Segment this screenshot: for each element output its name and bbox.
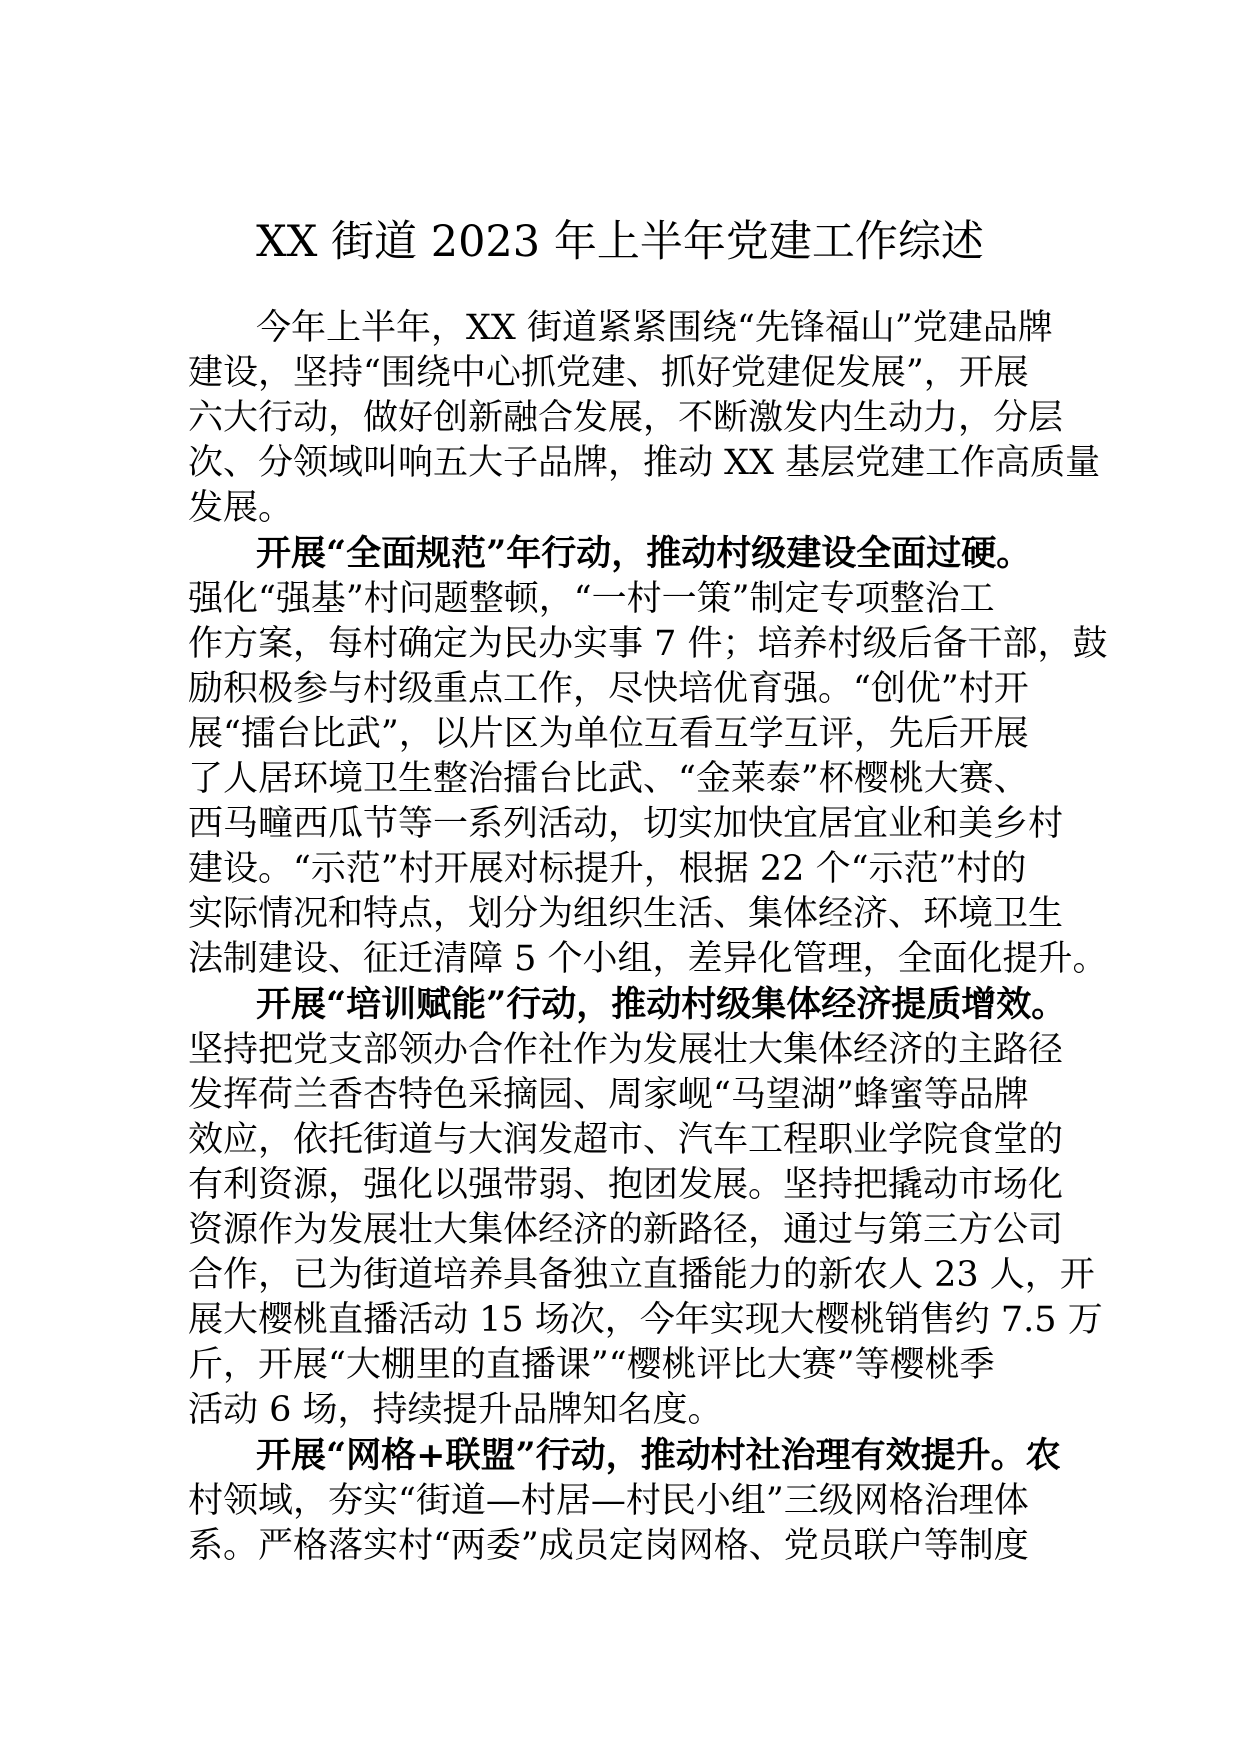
body-line: 有利资源，强化以强带弱、抱团发展。坚持把撬动市场化 xyxy=(188,1165,1064,1205)
document-title: XX 街道 2023 年上半年党建工作综述 xyxy=(256,217,984,267)
body-line: 展“擂台比武”，以片区为单位互看互学互评，先后开展 xyxy=(188,714,1029,754)
body-line: 今年上半年，XX 街道紧紧围绕“先锋福山”党建品牌 xyxy=(256,308,1053,348)
body-line: 发挥荷兰香杏特色采摘园、周家岘“马望湖”蜂蜜等品牌 xyxy=(188,1075,1029,1115)
body-line: 了人居环境卫生整治擂台比武、“金莱泰”杯樱桃大赛、 xyxy=(188,759,1029,799)
section-heading: 开展“全面规范”年行动，推动村级建设全面过硬。 xyxy=(256,533,1032,574)
body-line: 系。严格落实村“两委”成员定岗网格、党员联户等制度 xyxy=(188,1526,1029,1566)
body-line: 西马疃西瓜节等一系列活动，切实加快宜居宜业和美乡村 xyxy=(188,804,1064,844)
body-line: 六大行动，做好创新融合发展，不断激发内生动力，分层 xyxy=(188,398,1064,438)
body-line: 建设。“示范”村开展对标提升，根据 22 个“示范”村的 xyxy=(188,849,1027,889)
body-line: 活动 6 场，持续提升品牌知名度。 xyxy=(188,1390,723,1430)
section-heading: 开展“网格+联盟”行动，推动村社治理有效提升。农 xyxy=(256,1435,1061,1476)
body-line: 坚持把党支部领办合作社作为发展壮大集体经济的主路径 xyxy=(188,1030,1064,1070)
body-line: 效应，依托街道与大润发超市、汽车工程职业学院食堂的 xyxy=(188,1120,1064,1160)
body-line: 斤，开展“大棚里的直播课”“樱桃评比大赛”等樱桃季 xyxy=(188,1345,995,1385)
body-line: 实际情况和特点，划分为组织生活、集体经济、环境卫生 xyxy=(188,894,1064,934)
body-line: 村领域，夯实“街道—村居—村民小组”三级网格治理体 xyxy=(188,1481,1029,1521)
body-line: 次、分领域叫响五大子品牌，推动 XX 基层党建工作高质量 xyxy=(188,443,1101,483)
body-line: 法制建设、征迁清障 5 个小组，差异化管理，全面化提升。 xyxy=(188,939,1108,979)
section-heading: 开展“培训赋能”行动，推动村级集体经济提质增效。 xyxy=(256,984,1067,1025)
body-line: 合作，已为街道培养具备独立直播能力的新农人 23 人，开 xyxy=(188,1255,1095,1295)
body-line: 建设，坚持“围绕中心抓党建、抓好党建促发展”，开展 xyxy=(188,353,1029,393)
body-line: 资源作为发展壮大集体经济的新路径，通过与第三方公司 xyxy=(188,1210,1064,1250)
body-line: 励积极参与村级重点工作，尽快培优育强。“创优”村开 xyxy=(188,669,1029,709)
body-line: 发展。 xyxy=(188,488,294,528)
body-line: 强化“强基”村问题整顿，“一村一策”制定专项整治工 xyxy=(188,579,995,619)
body-line: 展大樱桃直播活动 15 场次，今年实现大樱桃销售约 7.5 万 xyxy=(188,1300,1103,1340)
body-line: 作方案，每村确定为民办实事 7 件；培养村级后备干部，鼓 xyxy=(188,624,1108,664)
